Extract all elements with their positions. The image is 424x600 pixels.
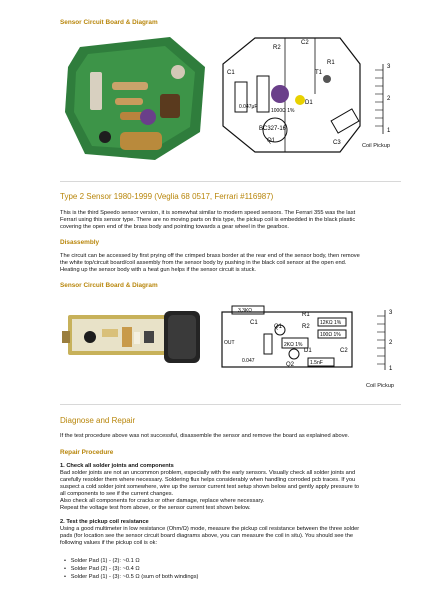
- diag2-scale-2: 2: [389, 340, 393, 346]
- diag1-label-r1: R1: [327, 60, 335, 66]
- diag2-label-c2v: 1.5nF: [310, 360, 323, 366]
- step1-line: carefully resolder them where necessary. Soldering flux helps considerably when handling corroded pcb traces. If you: [60, 477, 356, 483]
- section-title-type2: Type 2 Sensor 1980-1999 (Veglia 68 0517, Ferrari #116987): [60, 192, 274, 201]
- step1-line: all components to see if the current changes.: [60, 491, 174, 497]
- section-title-board-2: Sensor Circuit Board & Diagram: [60, 282, 158, 289]
- diag1-label-d1: D1: [305, 100, 313, 106]
- diag1-label-transistor: BC327-16: [259, 126, 287, 132]
- diag2-label-r2: R2: [302, 324, 310, 330]
- step2-line: pads (for location see the sensor circuit board diagrams above, you can measure the coil in situ). You should see the: [60, 533, 354, 539]
- coil-pickup-caption-2: Coil Pickup: [366, 383, 394, 389]
- diag2-scale-1: 1: [389, 366, 393, 372]
- step1-line: Bad solder joints are not an uncommon problem, especially with the early sensors. Visually check all solder joints and: [60, 470, 356, 476]
- divider-2: [60, 404, 401, 405]
- bullet-text: Solder Pad (2) - (3): ~0.4 Ω: [70, 566, 140, 572]
- step1-title: 1. Check all solder joints and components: [60, 463, 174, 469]
- step2-title: 2. Test the pickup coil resistance: [60, 519, 149, 525]
- diag2-label-c1: C1: [250, 320, 258, 326]
- diag2-label-d1: D1: [304, 348, 312, 354]
- step1-line: suspect a cold solder joint somewhere, wire up the sensor current test setup shown below and gently apply pressure to: [60, 484, 360, 490]
- step1-line: Repeat the voltage test from above, or the sensor current test shown below.: [60, 505, 251, 511]
- diag1-label-res: 1000Ω 1%: [271, 108, 295, 114]
- circuit-diagram-2: [220, 300, 400, 380]
- type2-intro-line: This is the third Speedo sensor version, it is somewhat similar to modern speed sensors. The Ferrari 355 was the last: [60, 210, 356, 216]
- list-item: • Solder Pad (1) - (2): ~0.1 Ω: [64, 558, 140, 564]
- diag1-label-r2: R2: [273, 45, 281, 51]
- disassembly-line: The circuit can be accessed by first prying off the crimped brass border at the rear end of the sensor body, then remove: [60, 253, 360, 259]
- diag2-scale-3: 3: [389, 310, 393, 316]
- diag1-scale-2: 2: [387, 96, 391, 102]
- diag2-label-r6: 12KΩ 1%: [320, 320, 342, 326]
- diag2-label-cap: 0.047: [242, 358, 255, 364]
- step2-line: Using a good multimeter in low resistance (Ohm/Ω) mode, measure the pickup coil resistance between the three solder: [60, 526, 360, 532]
- diag1-label-c1: C1: [227, 70, 235, 76]
- disassembly-line: Heating up the sensor body with a heat gun helps if the sensor circuit is stuck.: [60, 267, 257, 273]
- diag2-label-r1: R1: [302, 312, 310, 318]
- diag1-label-c2: C2: [301, 40, 309, 46]
- sensor-board-photo-2: [60, 297, 210, 377]
- diag2-label-q1: Q1: [274, 324, 283, 330]
- bullet-text: Solder Pad (1) - (3): ~0.5 Ω (sum of both windings): [70, 574, 199, 580]
- diag2-label-r5: 100Ω 1%: [320, 332, 341, 338]
- section-title-board-1: Sensor Circuit Board & Diagram: [60, 19, 158, 26]
- step1-line: Also check all components for cracks or other damage, replace where necessary.: [60, 498, 265, 504]
- diag1-scale-1: 1: [387, 128, 391, 134]
- coil-pickup-caption-1: Coil Pickup: [362, 143, 390, 149]
- disassembly-text: [60, 253, 410, 274]
- diagnose-intro: If the test procedure above was not successful, disassemble the sensor and remove the board as explained above.: [60, 433, 350, 439]
- diag2-label-q2: Q2: [286, 362, 295, 368]
- step1-text: [60, 470, 410, 512]
- diag1-label-cap: 0.047μF: [239, 104, 258, 110]
- type2-intro: [60, 210, 410, 231]
- divider-1: [60, 181, 401, 182]
- coil-values-list: [64, 558, 364, 581]
- circuit-diagram-1: [215, 34, 395, 159]
- section-title-diagnose: Diagnose and Repair: [60, 416, 136, 425]
- bullet-text: Solder Pad (1) - (2): ~0.1 Ω: [70, 558, 140, 564]
- repair-procedure-title: Repair Procedure: [60, 449, 114, 456]
- step2-text: [60, 526, 410, 547]
- sensor-board-photo-1: [60, 32, 210, 162]
- list-item: • Solder Pad (1) - (3): ~0.5 Ω (sum of both windings): [64, 574, 199, 580]
- diag2-label-r4: 2KΩ 1%: [284, 342, 303, 348]
- diag2-label-c2: C2: [340, 348, 348, 354]
- diag1-scale-3: 3: [387, 64, 391, 70]
- diag1-label-q1: Q1: [267, 138, 276, 144]
- diag2-label-out: OUT: [224, 340, 235, 346]
- type2-intro-line: Ferrari using this sensor type. There are no moving parts on this type, the pickup coil is embedded in the black plastic: [60, 217, 356, 223]
- diag1-label-t1: T1: [315, 70, 323, 76]
- diag2-label-r3: 3,3KΩ: [238, 308, 253, 314]
- disassembly-line: the white top/circuit board/coil assembly from the sensor body by pushing in the black coil sensor at the open end.: [60, 260, 347, 266]
- list-item: • Solder Pad (2) - (3): ~0.4 Ω: [64, 566, 140, 572]
- step2-line: following values if the pickup coil is ok:: [60, 540, 158, 546]
- diag1-label-c3: C3: [333, 140, 341, 146]
- disassembly-title: Disassembly: [60, 239, 100, 246]
- type2-intro-line: covering the open end of the brass body and pointing towards a gear wheel in the gearbox.: [60, 224, 289, 230]
